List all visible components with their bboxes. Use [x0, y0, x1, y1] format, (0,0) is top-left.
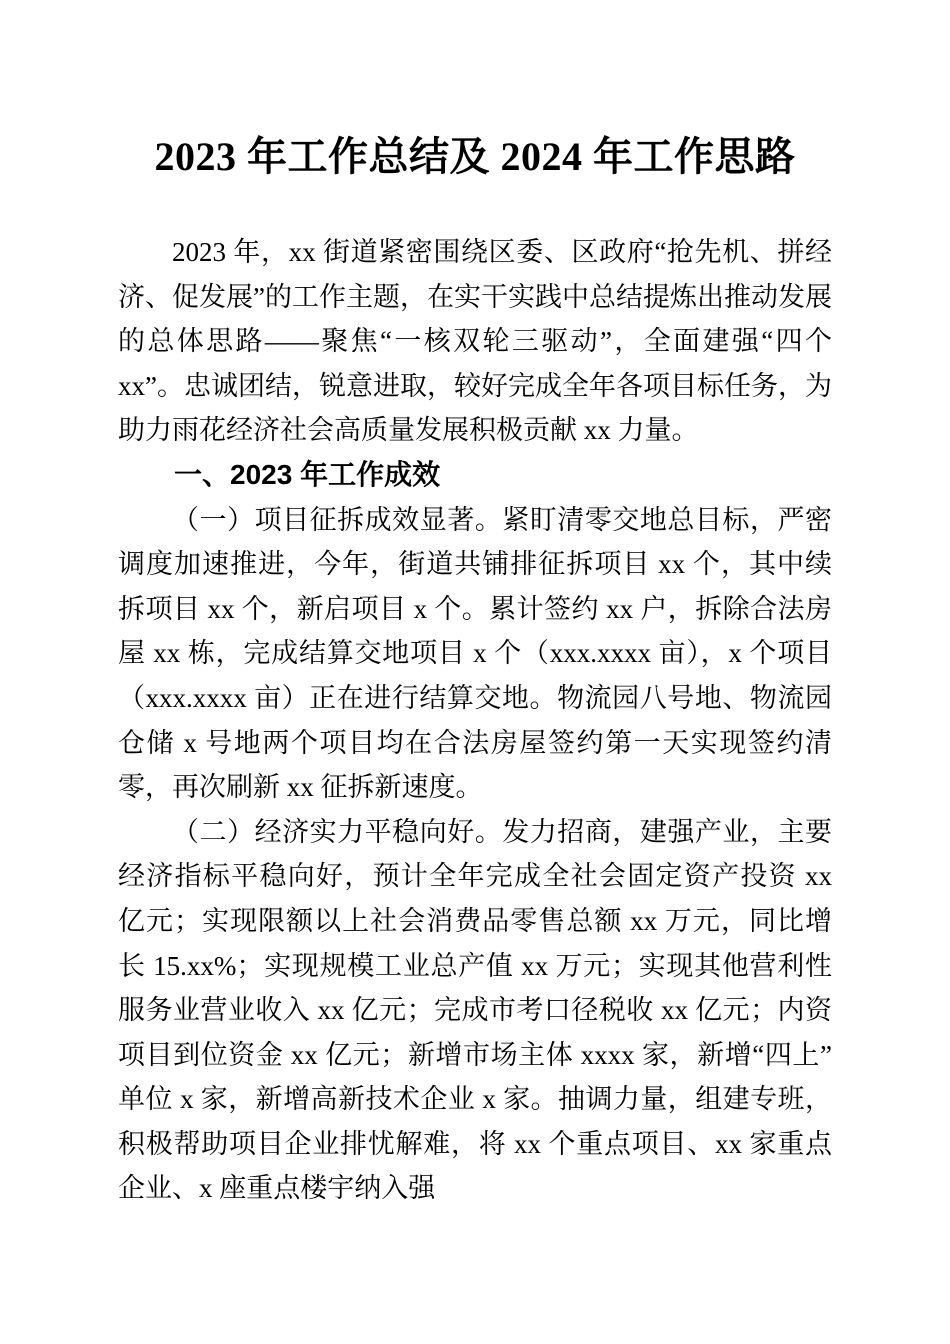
section-1-paragraph-economy: （二）经济实力平稳向好。发力招商，建强产业，主要经济指标平稳向好，预计全年完成全社会固定资产投资 xx 亿元；实现限额以上社会消费品零售总额 xx 万元，同比增长 15.xx%；实现规模工业总产值 xx 万元；实现其他营利性服务业营业收入 xx 亿元；完成市考口径税收 xx 亿元；内资项目到位资金 xx 亿元；新增市场主体 xxxx 家，新增“四上”单位 x 家，新增高新技术企业 x 家。抽调力量，组建专班，积极帮助项目企业排忧解难，将 xx 个重点项目、xx 家重点企业、x 座重点楼宇纳入强	[118, 816, 832, 1204]
document-title: 2023 年工作总结及 2024 年工作思路	[154, 134, 796, 179]
section-1-heading: 一、2023 年工作成效	[174, 458, 441, 490]
section-1-paragraph-demolition: （一）项目征拆成效显著。紧盯清零交地总目标，严密调度加速推进，今年，街道共铺排征拆项目 xx 个，其中续拆项目 xx 个，新启项目 x 个。累计签约 xx 户，拆除合法房屋 xx 栋，完成结算交地项目 x 个（xxx.xxxx 亩），x 个项目（xxx.xxxx 亩）正在进行结算交地。物流园八号地、物流园仓储 x 号地两个项目均在合法房屋签约第一天实现签约清零，再次刷新 xx 征拆新速度。	[118, 504, 832, 803]
document-body	[118, 230, 832, 1211]
intro-paragraph: 2023 年，xx 街道紧密围绕区委、区政府“抢先机、拼经济、促发展”的工作主题，在实干实践中总结提炼出推动发展的总体思路——聚焦“一核双轮三驱动”，全面建强“四个 xx”。忠诚团结，锐意进取，较好完成全年各项目标任务，为助力雨花经济社会高质量发展积极贡献 xx 力量。	[118, 237, 832, 446]
